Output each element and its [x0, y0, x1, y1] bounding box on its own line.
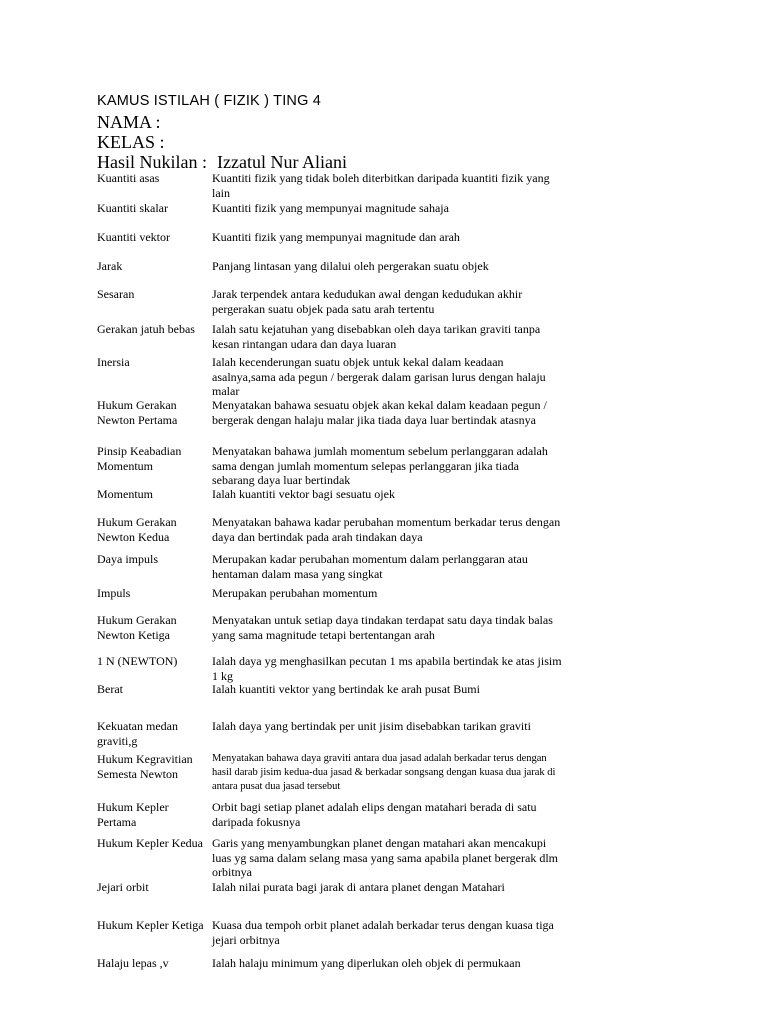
glossary-definition: Ialah kuantiti vektor bagi sesuatu ojek [212, 487, 395, 501]
glossary-definition: Kuasa dua tempoh orbit planet adalah berkadar terus dengan kuasa tiga jejari orbitnya [212, 918, 554, 947]
glossary-definition: Ialah kuantiti vektor yang bertindak ke arah pusat Bumi [212, 682, 480, 696]
author-name: Izzatul Nur Aliani [217, 152, 347, 172]
glossary-term: Gerakan jatuh bebas [97, 322, 195, 336]
glossary-term: Daya impuls [97, 552, 158, 566]
hasil-nukilan-line [97, 152, 347, 172]
glossary-term: Berat [97, 682, 123, 696]
glossary-term: Inersia [97, 355, 130, 369]
glossary-term: 1 N (NEWTON) [97, 654, 178, 668]
glossary-definition: Menyatakan bahawa sesuatu objek akan kekal dalam keadaan pegun / bergerak dengan halaju malar jika tiada daya luar bertindak atasnya [212, 398, 547, 427]
glossary-definition: Menyatakan bahawa jumlah momentum sebelum perlanggaran adalah sama dengan jumlah momentum selepas perlanggaran jika tiada sebarang daya luar bertindak [212, 444, 548, 487]
kelas-label: KELAS : [97, 132, 165, 152]
glossary-term: Hukum Gerakan Newton Ketiga [97, 613, 177, 642]
glossary-definition: Merupakan kadar perubahan momentum dalam perlanggaran atau hentaman dalam masa yang singkat [212, 552, 528, 581]
glossary-definition: Garis yang menyambungkan planet dengan matahari akan mencakupi luas yg sama dalam selang masa yang sama apabila planet bergerak dlm orbitnya [212, 836, 558, 879]
document-title: KAMUS ISTILAH ( FIZIK ) TING 4 [97, 93, 322, 109]
glossary-definition: Kuantiti fizik yang tidak boleh diterbitkan daripada kuantiti fizik yang lain [212, 171, 550, 200]
hasil-nukilan-label: Hasil Nukilan : [97, 152, 207, 172]
glossary-definition: Ialah daya yang bertindak per unit jisim disebabkan tarikan graviti [212, 719, 531, 733]
glossary-term: Hukum Kepler Pertama [97, 800, 169, 829]
glossary-term: Momentum [97, 487, 153, 501]
glossary-definition: Jarak terpendek antara kedudukan awal dengan kedudukan akhir pergerakan suatu objek pada satu arah tertentu [212, 287, 523, 316]
glossary-term: Jarak [97, 259, 123, 273]
glossary-definition: Panjang lintasan yang dilalui oleh pergerakan suatu objek [212, 259, 489, 273]
glossary-definition: Kuantiti fizik yang mempunyai magnitude sahaja [212, 201, 449, 215]
glossary-definition: Ialah kecenderungan suatu objek untuk kekal dalam keadaan asalnya,sama ada pegun / bergerak dalam garisan lurus dengan halaju malar [212, 355, 546, 398]
glossary-definition: Menyatakan bahawa kadar perubahan momentum berkadar terus dengan daya dan bertindak pada arah tindakan daya [212, 515, 561, 544]
glossary-term: Hukum Kepler Ketiga [97, 918, 204, 932]
glossary-definition: Ialah nilai purata bagi jarak di antara planet dengan Matahari [212, 880, 505, 894]
glossary-term: Impuls [97, 586, 131, 600]
glossary-term: Kekuatan medan graviti,g [97, 719, 178, 748]
glossary-definition: Menyatakan bahawa daya graviti antara dua jasad adalah berkadar terus dengan hasil darab jisim kedua-dua jasad & berkadar songsang dengan kuasa dua jarak di antara pusat dua jasad tersebut [212, 753, 556, 792]
glossary-term: Halaju lepas ,v [97, 956, 169, 970]
glossary-term: Hukum Gerakan Newton Kedua [97, 515, 177, 544]
glossary-definition: Ialah halaju minimum yang diperlukan oleh objek di permukaan [212, 956, 521, 970]
glossary-term: Kuantiti vektor [97, 230, 170, 244]
glossary-definition: Orbit bagi setiap planet adalah elips dengan matahari berada di satu daripada fokusnya [212, 800, 537, 829]
nama-label: NAMA : [97, 112, 161, 132]
glossary-definition: Ialah daya yg menghasilkan pecutan 1 ms apabila bertindak ke atas jisim 1 kg [212, 654, 562, 683]
glossary-definition: Merupakan perubahan momentum [212, 586, 378, 600]
glossary-definition: Ialah satu kejatuhan yang disebabkan oleh daya tarikan graviti tanpa kesan rintangan udara dan daya luaran [212, 322, 541, 351]
glossary-term: Hukum Gerakan Newton Pertama [97, 398, 178, 427]
glossary-term: Kuantiti skalar [97, 201, 168, 215]
glossary-definition: Menyatakan untuk setiap daya tindakan terdapat satu daya tindak balas yang sama magnitude tetapi bertentangan arah [212, 613, 553, 642]
glossary-term: Pinsip Keabadian Momentum [97, 444, 182, 473]
glossary-term: Hukum Kepler Kedua [97, 836, 203, 850]
glossary-term: Sesaran [97, 287, 135, 301]
glossary-term: Jejari orbit [97, 880, 149, 894]
glossary-term: Hukum Kegravitian Semesta Newton [97, 752, 193, 781]
glossary-term: Kuantiti asas [97, 171, 160, 185]
glossary-definition: Kuantiti fizik yang mempunyai magnitude dan arah [212, 230, 460, 244]
